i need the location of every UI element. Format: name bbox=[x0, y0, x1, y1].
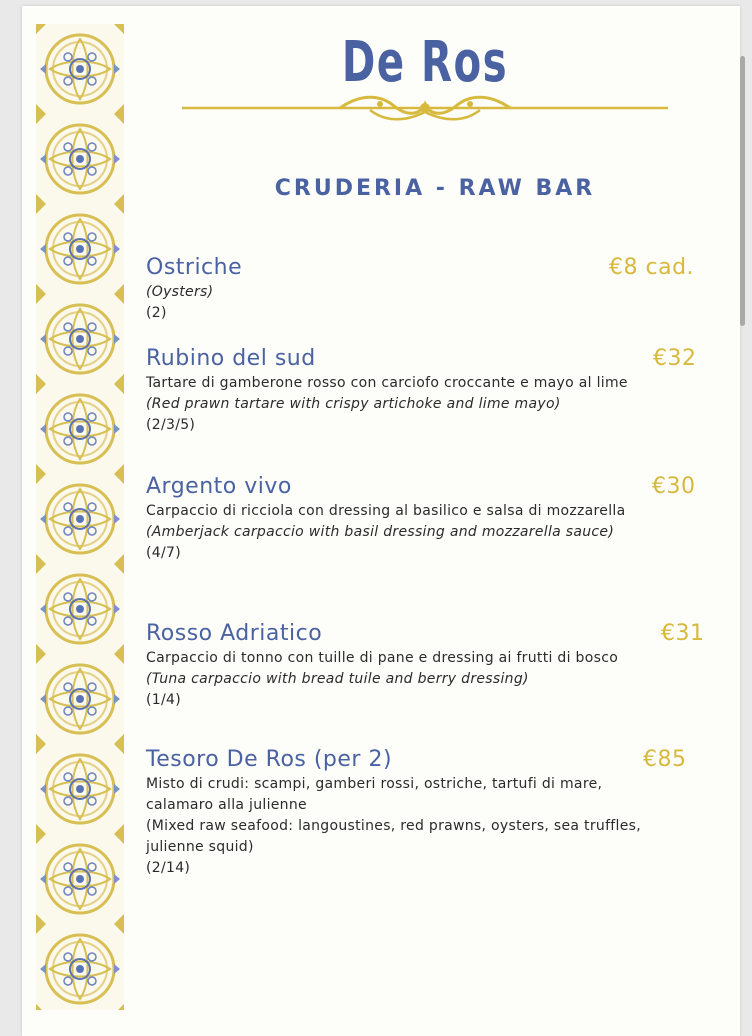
menu-item bbox=[146, 620, 706, 711]
item-description-it: Carpaccio di ricciola con dressing al basilico e salsa di mozzarella bbox=[146, 503, 626, 519]
item-description-it: Carpaccio di tonno con tuille di pane e dressing ai frutti di bosco bbox=[146, 650, 619, 666]
scrollbar[interactable] bbox=[740, 56, 745, 326]
item-allergens: (1/4) bbox=[146, 692, 181, 708]
item-allergens: (2) bbox=[146, 305, 167, 321]
item-description-en: julienne squid) bbox=[146, 839, 254, 855]
restaurant-name: De Ros bbox=[341, 30, 509, 95]
section-title: CRUDERIA - RAW BAR bbox=[274, 176, 596, 201]
item-price: €30 bbox=[652, 474, 696, 499]
item-name: Tesoro De Ros (per 2) bbox=[146, 747, 393, 772]
menu-item bbox=[146, 746, 706, 879]
item-allergens: (2/14) bbox=[146, 860, 191, 876]
item-allergens: (4/7) bbox=[146, 545, 181, 561]
item-description-en: (Oysters) bbox=[146, 284, 214, 300]
item-allergens: (2/3/5) bbox=[146, 417, 196, 433]
item-description-it: Misto di crudi: scampi, gamberi rossi, ostriche, tartufi di mare, bbox=[146, 776, 603, 792]
majolica-tile-icon bbox=[36, 24, 124, 1010]
item-name: Rubino del sud bbox=[146, 346, 316, 371]
item-description-en: (Amberjack carpaccio with basil dressing and mozzarella sauce) bbox=[146, 524, 615, 540]
item-price: €85 bbox=[643, 747, 687, 772]
item-description-en: (Mixed raw seafood: langoustines, red prawns, oysters, sea truffles, bbox=[146, 818, 641, 834]
item-description-en: (Tuna carpaccio with bread tuile and berry dressing) bbox=[146, 671, 529, 687]
item-name: Ostriche bbox=[146, 255, 243, 280]
item-description-it: calamaro alla julienne bbox=[146, 797, 307, 813]
item-price: €32 bbox=[653, 346, 697, 371]
item-description-it: Tartare di gamberone rosso con carciofo croccante e mayo al lime bbox=[146, 375, 628, 391]
item-name: Rosso Adriatico bbox=[146, 621, 323, 646]
item-price: €8 cad. bbox=[609, 255, 695, 280]
menu-item bbox=[146, 473, 706, 564]
item-price: €31 bbox=[661, 621, 705, 646]
menu-item bbox=[146, 254, 706, 324]
item-name: Argento vivo bbox=[146, 474, 292, 499]
flourish-divider-icon bbox=[180, 92, 670, 126]
item-description-en: (Red prawn tartare with crispy artichoke and lime mayo) bbox=[146, 396, 561, 412]
menu-item bbox=[146, 345, 706, 436]
